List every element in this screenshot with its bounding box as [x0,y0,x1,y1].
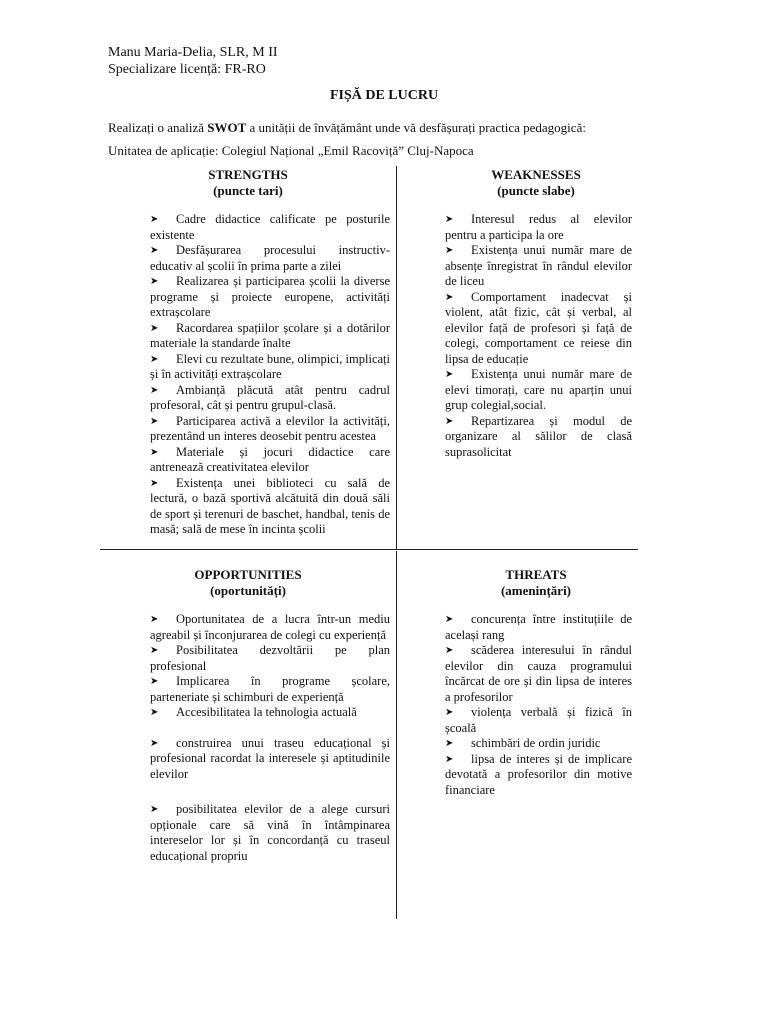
strengths-title: STRENGTHS [208,167,288,182]
arrow-bullet-icon: ➤ [445,614,454,625]
strengths-heading [108,167,388,199]
arrow-bullet-icon: ➤ [445,245,454,256]
arrow-bullet-icon: ➤ [150,645,159,656]
arrow-bullet-icon: ➤ [150,353,159,365]
arrow-bullet-icon: ➤ [150,614,159,625]
opportunities-subtitle: (oportunități) [210,583,286,598]
arrow-bullet-icon: ➤ [445,291,454,303]
list-item: ➤ Interesul redus al elevilor pentru a participa la ore [445,212,632,242]
list-item: ➤ construirea unui traseu educațional și profesional racordat la interesele și aptitudinile elevilor [150,735,390,781]
weaknesses-heading [440,167,632,199]
author-line: Manu Maria-Delia, SLR, M II [108,45,278,60]
arrow-bullet-icon: ➤ [150,322,159,334]
list-item: ➤ Ambianță plăcută atât pentru cadrul profesoral, cât și pentru grupul-clasă. [150,382,390,412]
arrow-bullet-icon: ➤ [445,214,454,225]
list-item: ➤ Accesibilitatea la tehnologia actuală [150,705,357,719]
threats-subtitle: (amenințări) [500,583,572,598]
arrow-bullet-icon: ➤ [445,753,454,765]
list-item: ➤ Existența unui număr mare de absențe înregistrat în rândul elevilor de liceu [445,243,632,288]
arrow-bullet-icon: ➤ [445,738,454,749]
arrow-bullet-icon: ➤ [445,369,454,380]
arrow-bullet-icon: ➤ [150,737,159,749]
specialization-line: Specializare licență: FR-RO [108,62,266,77]
arrow-bullet-icon: ➤ [150,415,159,427]
list-item: ➤ scăderea interesului în rândul elevilor din cauza programului încărcat de ore și din lipsa de interes a profesorilor [445,643,632,704]
list-item: ➤ Desfășurarea procesului instructiv-educativ al școlii în prima parte a zilei [150,243,390,273]
list-item: ➤ concurența între instituțiile de același rang [445,612,632,642]
instruction-prefix: Realizați o analiză [108,120,208,135]
vertical-divider-top [396,166,397,549]
horizontal-divider [100,549,638,550]
threats-heading [440,567,632,599]
list-item: ➤ violența verbală și fizică în școală [445,705,632,735]
threats-list [445,612,632,798]
list-item: ➤ Implicarea în programe școlare, parteneriate și schimburi de experiență [150,674,390,704]
weaknesses-subtitle: (puncte slabe) [497,183,575,198]
vertical-divider-bottom [396,551,397,919]
arrow-bullet-icon: ➤ [445,707,454,718]
list-item: ➤ Repartizarea și modul de organizare al sălilor de clasă suprasolicitat [445,413,632,459]
weaknesses-list [445,212,632,460]
arrow-bullet-icon: ➤ [150,477,159,489]
list-item: ➤ schimbări de ordin juridic [445,736,601,750]
arrow-bullet-icon: ➤ [150,446,159,458]
list-item: ➤ Existența unei biblioteci cu sală de lectură, o bază sportivă alcătuită din două săli de sport și terenuri de baschet, handbal, tenis de masă; sală de mese în incinta școlii [150,475,390,536]
strengths-list [150,212,390,538]
arrow-bullet-icon: ➤ [150,245,159,256]
weaknesses-title: WEAKNESSES [491,167,581,182]
arrow-bullet-icon: ➤ [150,276,159,287]
opportunities-title: OPPORTUNITIES [194,567,302,582]
threats-title: THREATS [505,567,567,582]
arrow-bullet-icon: ➤ [445,645,454,656]
unit-line: Unitatea de aplicație: Colegiul Național „Emil Racoviță” Cluj-Napoca [108,143,474,158]
list-item: ➤ posibilitatea elevilor de a alege cursuri opționale care să vină în întâmpinarea intereselor lor și în concordanță cu traseul educațional propriu [150,802,390,863]
instruction-swot: SWOT [207,120,247,135]
list-item: ➤ Realizarea și participarea școlii la diverse programe și proiecte europene, activități extrașcolare [150,274,390,319]
list-item: ➤ Oportunitatea de a lucra într-un mediu agreabil și înconjurarea de colegi cu experiență [150,612,390,642]
list-item: ➤ Comportament inadecvat și violent, atât fizic, cât și verbal, al elevilor față de profesori și față de colegi, comportament ce reiese din lipsa de educație [445,289,632,366]
list-item: ➤ Existența unui număr mare de elevi timorați, care nu aparțin unui grup colegial,social. [445,367,632,412]
instruction-line [108,120,586,136]
strengths-subtitle: (puncte tari) [213,183,283,198]
list-item: ➤ Materiale și jocuri didactice care antrenează creativitatea elevilor [150,444,390,474]
arrow-bullet-icon: ➤ [150,707,159,718]
list-item: ➤ Elevi cu rezultate bune, olimpici, implicați și în activități extrașcolare [150,351,390,381]
list-item: ➤ Posibilitatea dezvoltării pe plan profesional [150,643,390,673]
arrow-bullet-icon: ➤ [150,214,159,225]
list-item: ➤ Participarea activă a elevilor la activități, prezentând un interes deosebit pentru acestea [150,413,390,443]
opportunities-heading [108,567,388,599]
list-item: ➤ Racordarea spațiilor școlare și a dotărilor materiale la standarde înalte [150,320,390,350]
page-title: FIȘĂ DE LUCRU [329,88,439,103]
arrow-bullet-icon: ➤ [150,384,159,396]
instruction-suffix: a unității de învățământ unde vă desfășurați practica pedagogică: [246,120,586,135]
list-item: ➤ lipsa de interes și de implicare devotată a profesorilor din motive financiare [445,751,632,797]
opportunities-list [150,612,390,864]
arrow-bullet-icon: ➤ [445,415,454,427]
arrow-bullet-icon: ➤ [150,804,159,815]
list-item: ➤ Cadre didactice calificate pe posturile existente [150,212,390,242]
arrow-bullet-icon: ➤ [150,676,159,687]
